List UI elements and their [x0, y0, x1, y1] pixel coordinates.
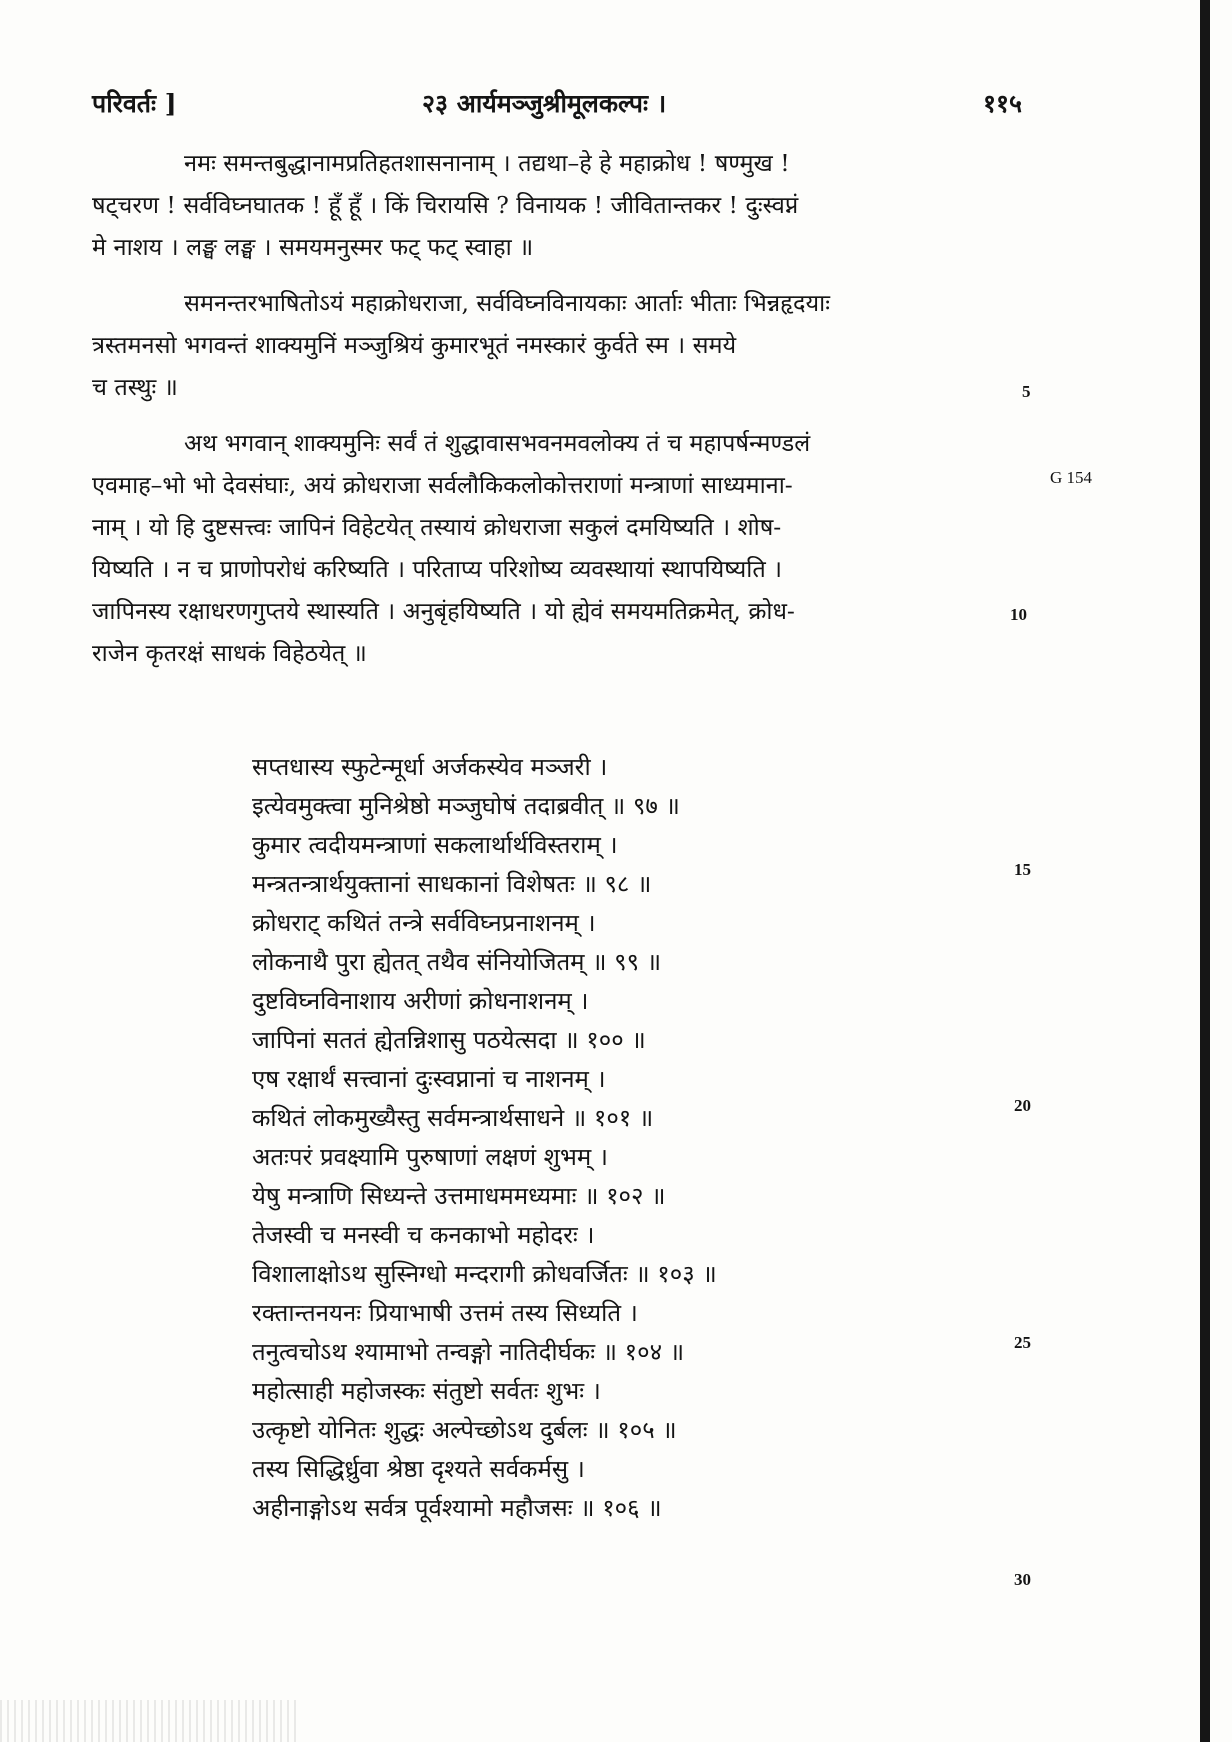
page-edge-rule: [1200, 0, 1210, 1742]
paragraph-buddha-speech: [92, 422, 1012, 674]
paragraph-mantra: [92, 142, 1012, 268]
text-line: षट्चरण ! सर्वविघ्नघातक ! हूँ हूँ । किं चिरायसि ? विनायक ! जीवितान्तकर ! दुःस्वप्नं: [92, 191, 799, 219]
verse-line: इत्येवमुक्त्वा मुनिश्रेष्ठो मञ्जुघोषं तदाब्रवीत् ॥ ९७ ॥: [252, 792, 680, 820]
line-number: 10: [1010, 605, 1027, 624]
verse-line: कुमार त्वदीयमन्त्राणां सकलार्थार्थविस्तराम् ।: [252, 831, 618, 859]
verse-line: एष रक्षार्थं सत्त्वानां दुःस्वप्नानां च नाशनम् ।: [252, 1065, 606, 1093]
text-line: एवमाह–भो भो देवसंघाः, अयं क्रोधराजा सर्वलौकिकलोकोत्तराणां मन्त्राणां साध्यमाना-: [92, 471, 793, 499]
marginal-reference: G 154: [1050, 468, 1093, 487]
text-line: नमः समन्तबुद्धानामप्रतिहतशासनानाम् । तद्यथा–हे हे महाक्रोध ! षण्मुख !: [184, 149, 790, 177]
line-number: 25: [1014, 1333, 1031, 1352]
verse-line: अहीनाङ्गोऽथ सर्वत्र पूर्वश्यामो महौजसः ॥ १०६ ॥: [252, 1494, 662, 1522]
header-chapter: परिवर्तः ]: [92, 89, 177, 118]
verse-line: तनुत्वचोऽथ श्यामाभो तन्वङ्गो नातिदीर्घकः ॥ १०४ ॥: [252, 1338, 685, 1366]
verse-line: कथितं लोकमुख्यैस्तु सर्वमन्त्रार्थसाधने ॥ १०१ ॥: [252, 1104, 654, 1132]
verse-line: विशालाक्षोऽथ सुस्निग्धो मन्दरागी क्रोधवर्जितः ॥ १०३ ॥: [252, 1260, 717, 1288]
text-line: जापिनस्य रक्षाधरणगुप्तये स्थास्यति । अनुबृंहयिष्यति । यो ह्येवं समयमतिक्रमेत्, क्रोध-: [92, 597, 795, 625]
scan-noise: [0, 1700, 300, 1742]
text-line: नाम् । यो हि दुष्टसत्त्वः जापिनं विहेटयेत् तस्यायं क्रोधराजा सकुलं दमयिष्यति । शोष-: [92, 513, 782, 541]
verse-line: सप्तधास्य स्फुटेन्मूर्धा अर्जकस्येव मञ्जरी ।: [252, 753, 608, 781]
verse-line: तेजस्वी च मनस्वी च कनकाभो महोदरः ।: [252, 1221, 595, 1249]
text-line: मे नाशय । लङ्घ लङ्घ । समयमनुस्मर फट् फट् स्वाहा ॥: [92, 233, 534, 261]
text-line: अथ भगवान् शाक्यमुनिः सर्वं तं शुद्धावासभवनमवलोक्य तं च महापर्षन्मण्डलं: [184, 429, 811, 457]
verse-line: उत्कृष्टो योनितः शुद्धः अल्पेच्छोऽथ दुर्बलः ॥ १०५ ॥: [252, 1416, 677, 1444]
text-line: राजेन कृतरक्षं साधकं विहेठयेत् ॥: [92, 639, 367, 667]
verse-line: रक्तान्तनयनः प्रियाभाषी उत्तमं तस्य सिध्यति ।: [252, 1299, 638, 1327]
verse-line: दुष्टविघ्नविनाशाय अरीणां क्रोधनाशनम् ।: [252, 987, 589, 1015]
verse-line: अतःपरं प्रवक्ष्यामि पुरुषाणां लक्षणं शुभम् ।: [252, 1143, 608, 1171]
paragraph-kings-homage: [92, 282, 1012, 408]
verse-line: जापिनां सततं ह्येतन्निशासु पठयेत्सदा ॥ १०० ॥: [252, 1026, 646, 1054]
header-title: २३ आर्यमञ्जुश्रीमूलकल्पः ।: [422, 89, 667, 118]
text-line: च तस्थुः ॥: [92, 373, 178, 401]
verse-line: येषु मन्त्राणि सिध्यन्ते उत्तमाधममध्यमाः ॥ १०२ ॥: [252, 1182, 666, 1210]
line-number: 5: [1022, 382, 1031, 401]
text-line: समनन्तरभाषितोऽयं महाक्रोधराजा, सर्वविघ्नविनायकाः आर्ताः भीताः भिन्नहृदयाः: [184, 289, 830, 317]
verse-line: मन्त्रतन्त्रार्थयुक्तानां साधकानां विशेषतः ॥ ९८ ॥: [252, 870, 652, 898]
text-line: यिष्यति । न च प्राणोपरोधं करिष्यति । परिताप्य परिशोष्य व्यवस्थायां स्थापयिष्यति ।: [92, 555, 783, 583]
line-number: 15: [1014, 860, 1031, 879]
verse-block: [252, 750, 952, 1530]
text-line: त्रस्तमनसो भगवन्तं शाक्यमुनिं मञ्जुश्रियं कुमारभूतं नमस्कारं कुर्वते स्म । समये: [92, 331, 737, 359]
verse-line: लोकनाथै पुरा ह्येतत् तथैव संनियोजितम् ॥ ९९ ॥: [252, 948, 662, 976]
line-number: 30: [1014, 1570, 1031, 1589]
verse-line: महोत्साही महोजस्कः संतुष्टो सर्वतः शुभः ।: [252, 1377, 601, 1405]
running-header: [92, 86, 1022, 126]
line-number: 20: [1014, 1096, 1031, 1115]
header-page-number: ११५: [982, 89, 1022, 118]
verse-line: क्रोधराट् कथितं तन्त्रे सर्वविघ्नप्रनाशनम् ।: [252, 909, 596, 937]
verse-line: तस्य सिद्धिर्ध्रुवा श्रेष्ठा दृश्यते सर्वकर्मसु ।: [252, 1455, 585, 1483]
